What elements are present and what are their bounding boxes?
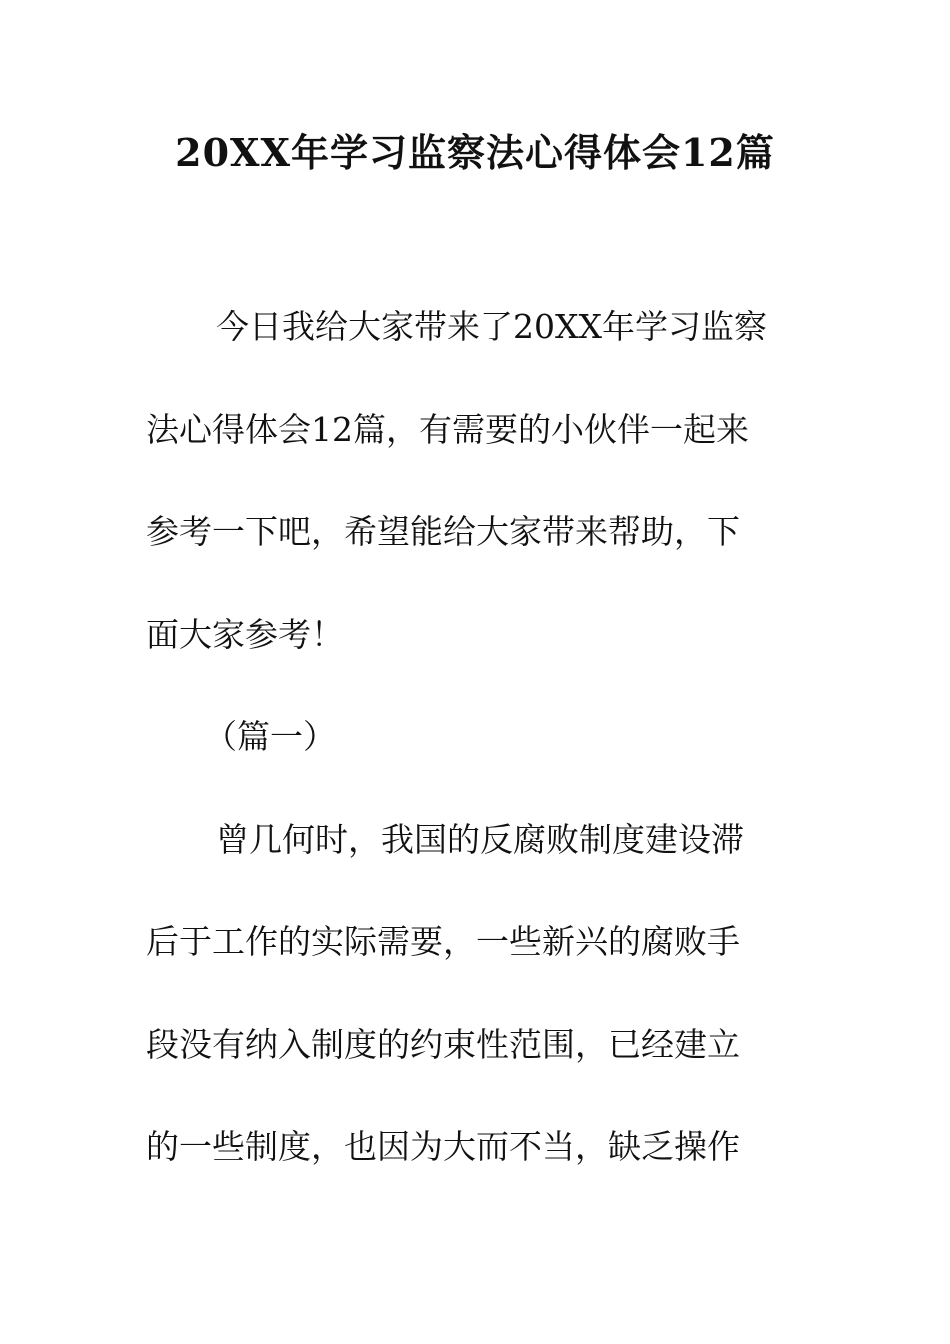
document-body (146, 276, 806, 1199)
section1-line-3: 段没有纳入制度的约束性范围，已经建立 (146, 1024, 740, 1064)
section-heading: （篇一） (204, 717, 336, 756)
intro-line-4: 面大家参考！ (146, 614, 344, 654)
intro-line-1: 今日我给大家带来了20XX年学习监察 (216, 307, 767, 346)
section1-line-1: 曾几何时，我国的反腐败制度建设滞 (216, 819, 744, 859)
document-title: 20XX年学习监察法心得体会12篇 (175, 130, 775, 175)
section1-line-4: 的一些制度，也因为大而不当，缺乏操作 (146, 1127, 740, 1166)
intro-line-2: 法心得体会12篇，有需要的小伙伴一起来 (146, 409, 749, 449)
section1-line-2: 后于工作的实际需要，一些新兴的腐败手 (146, 922, 740, 961)
intro-line-3: 参考一下吧，希望能给大家带来帮助，下 (146, 512, 740, 551)
